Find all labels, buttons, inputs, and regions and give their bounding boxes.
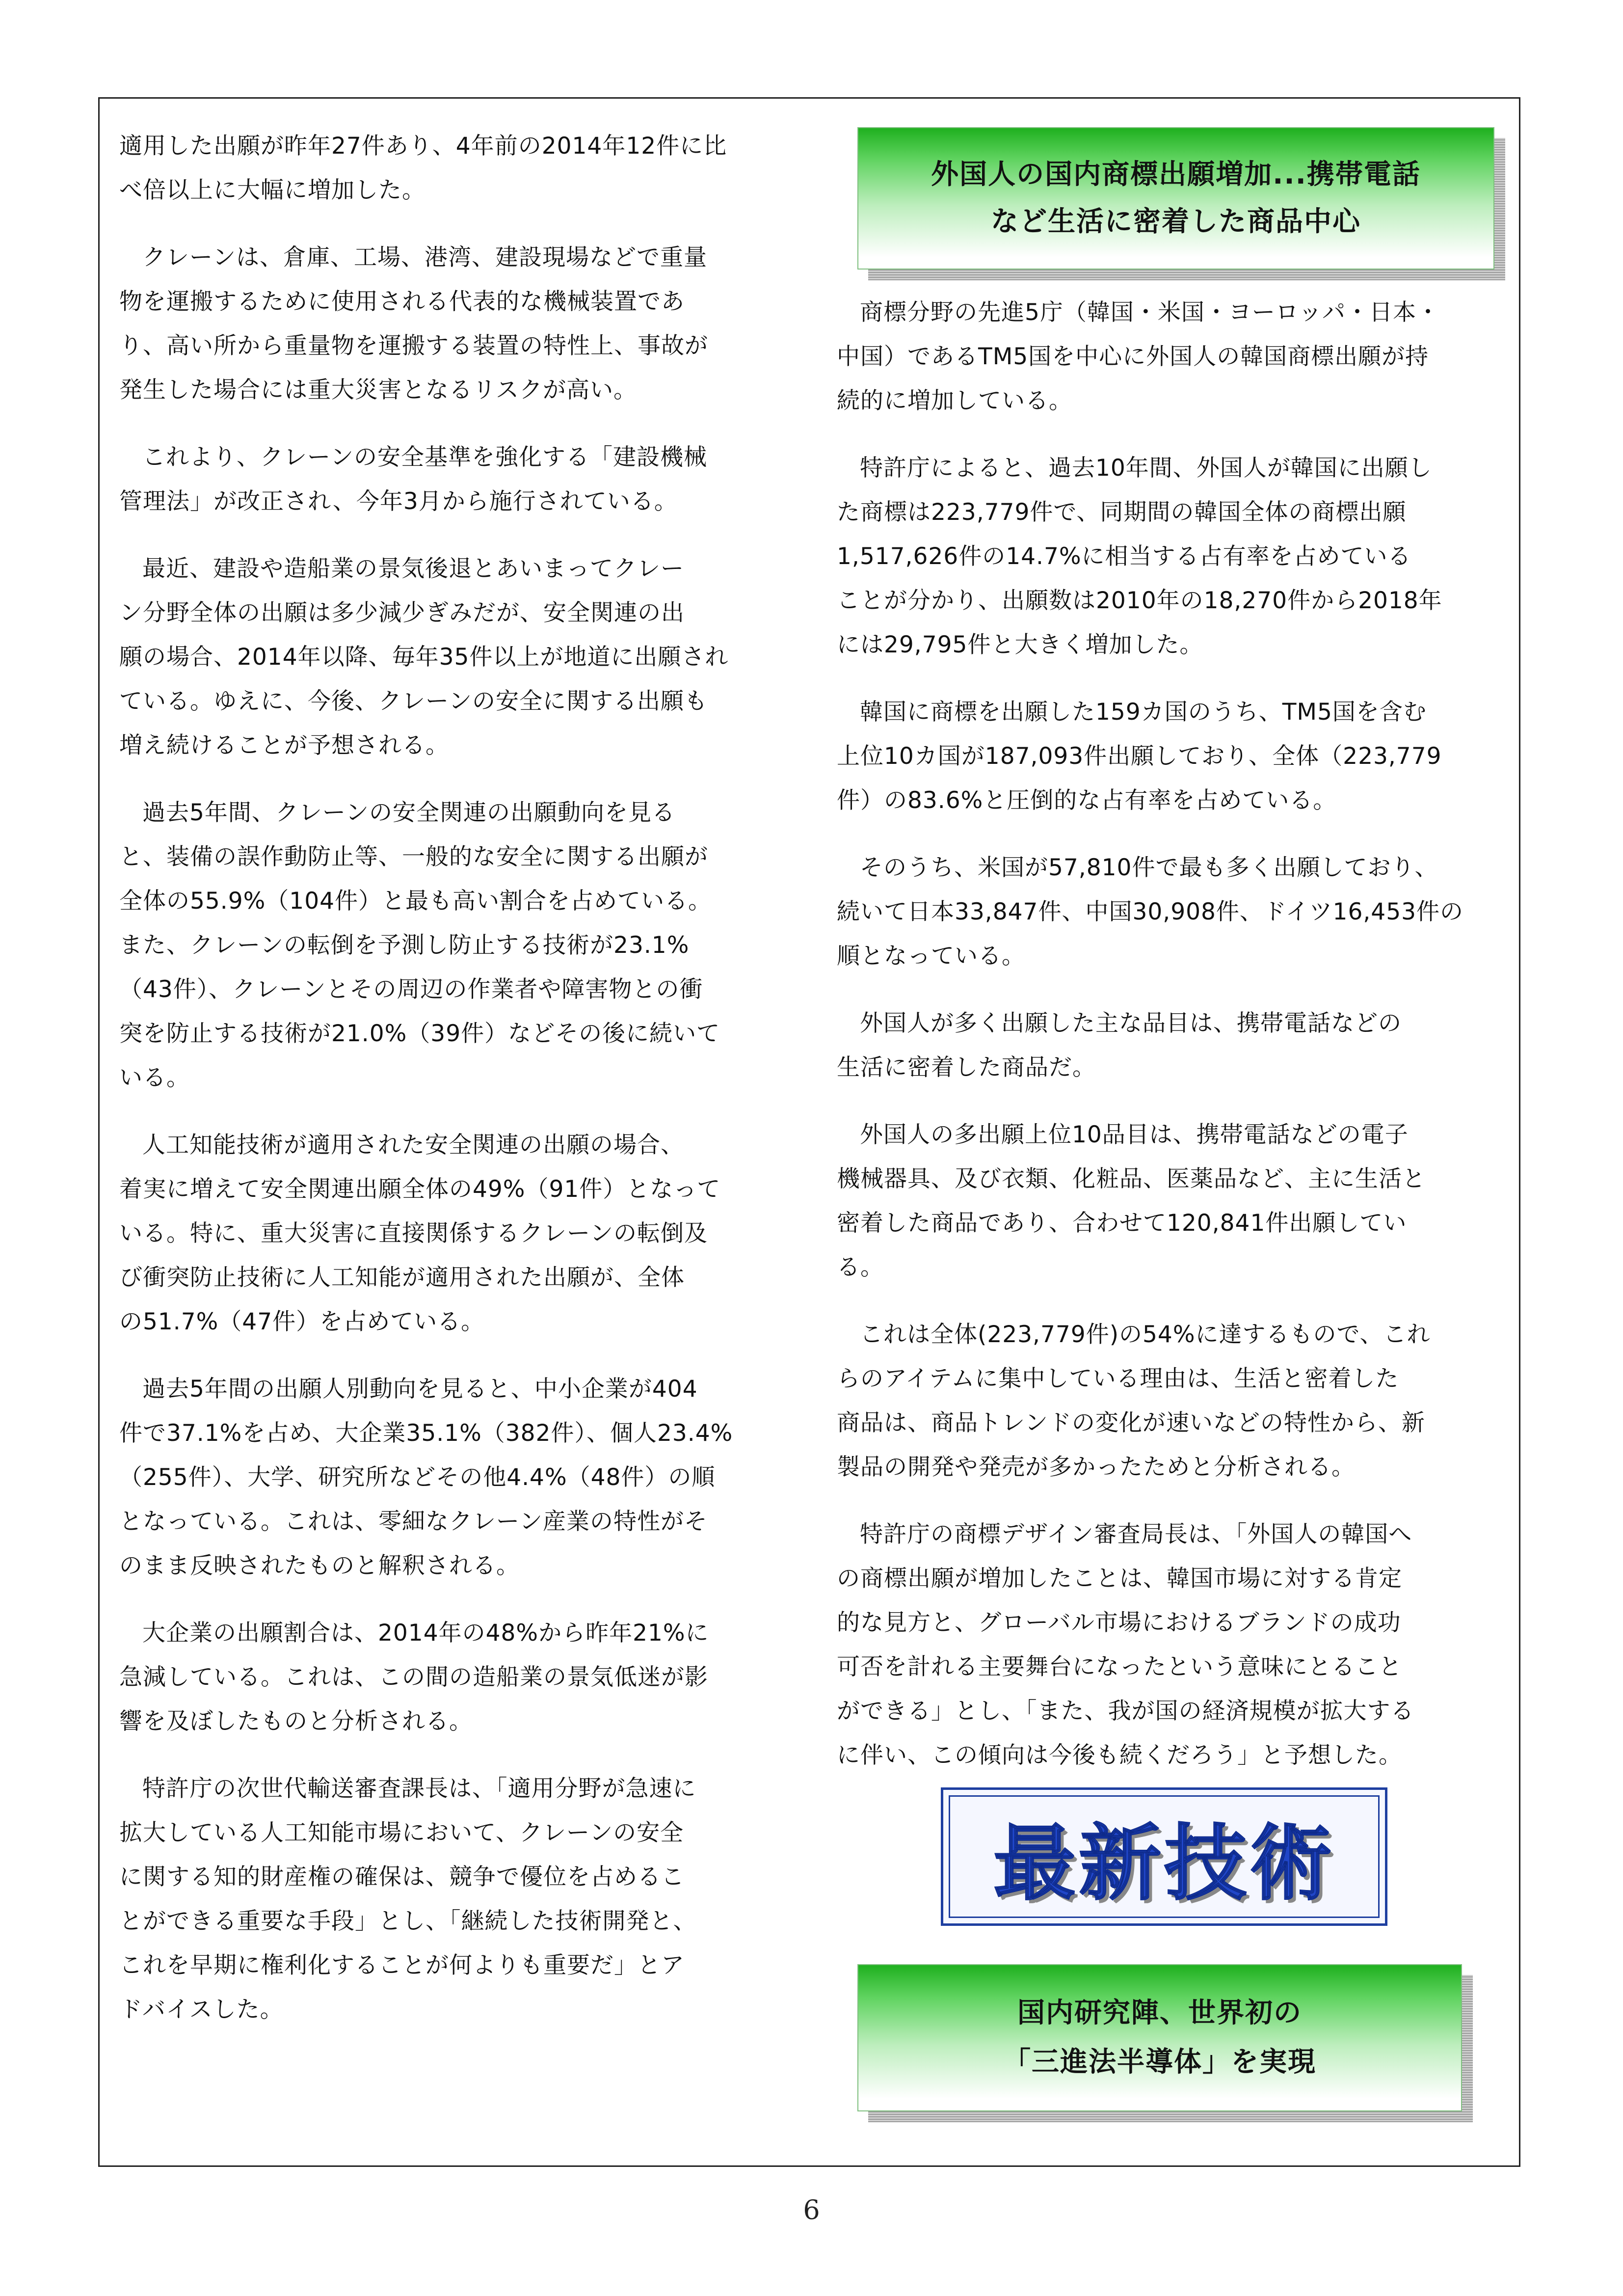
section-logo-text: 最新技術: [993, 1815, 1335, 1912]
sub-headline-box: [857, 1964, 1509, 2126]
section-logo-inner-border: [949, 1795, 1380, 1918]
article-headline-box: [857, 127, 1509, 282]
sub-headline-line-2: 「三進法半導体」を実現: [1003, 2046, 1316, 2078]
article-paragraph: 特許庁の次世代輸送審査課長は、「適用分野が急速に 拡大している人工知能市場において、クレーンの安全 に関する知的財産権の確保は、競争で優位を占めるこ とができる重要な手段」とし、「継続した技術開発と、 これを早期に権利化することが何よりも重要だ」とア ドバイスした。: [119, 1775, 697, 2023]
section-logo: [941, 1787, 1387, 1926]
page-frame: [98, 97, 1520, 2167]
right-column: [837, 124, 1509, 2126]
article-paragraph: 商標分野の先進5庁（韓国・米国・ヨーロッパ・日本・ 中国）であるTM5国を中心に外国人の韓国商標出願が持 続的に増加している。: [837, 299, 1440, 414]
headline-line-2: など生活に密着した商品中心: [991, 206, 1361, 238]
sub-headline-line-1: 国内研究陣、世界初の: [1017, 1997, 1302, 2029]
article-paragraph: 適用した出願が昨年27件あり、4年前の2014年12件に比 べ倍以上に大幅に増加した。: [119, 133, 727, 204]
article-paragraph: そのうち、米国が57,810件で最も多く出願しており、 続いて日本33,847件、中国30,908件、ドイツ16,453件の 順となっている。: [837, 854, 1464, 970]
article-paragraph: 韓国に商標を出願した159カ国のうち、TM5国を含む 上位10カ国が187,093件出願しており、全体（223,779 件）の83.6%と圧倒的な占有率を占めている。: [837, 699, 1442, 814]
article-paragraph: 外国人の多出願上位10品目は、携帯電話などの電子 機械器具、及び衣類、化粧品、医薬品など、主に生活と 密着した商品であり、合わせて120,841件出願してい る。: [837, 1121, 1426, 1281]
headline-line-1: 外国人の国内商標出願増加...携帯電話: [931, 159, 1421, 190]
sub-headline-panel: [857, 1964, 1462, 2111]
article-paragraph: これは全体(223,779件)の54%に達するもので、これ らのアイテムに集中している理由は、生活と密着した 商品は、商品トレンドの変化が速いなどの特性から、新 製品の開発や発売が多かったためと分析される。: [837, 1321, 1431, 1481]
page-number: 6: [803, 2194, 820, 2225]
article-paragraph: 最近、建設や造船業の景気後退とあいまってクレー ン分野全体の出願は多少減少ぎみだが、安全関連の出 願の場合、2014年以降、毎年35件以上が地道に出願され ている。ゆえに、今後、クレーンの安全に関する出願も 増え続けることが予想される。: [119, 555, 729, 759]
article-paragraph: 外国人が多く出願した主な品目は、携帯電話などの 生活に密着した商品だ。: [837, 1010, 1402, 1081]
article-paragraph: 特許庁によると、過去10年間、外国人が韓国に出願し た商標は223,779件で、同期間の韓国全体の商標出願 1,517,626件の14.7%に相当する占有率を占めている ことが分かり、出願数は2010年の18,270件から2018年 には29,795件と大きく増加した。: [837, 455, 1442, 658]
article-paragraph: 過去5年間、クレーンの安全関連の出願動向を見る と、装備の誤作動防止等、一般的な安全に関する出願が 全体の55.9%（104件）と最も高い割合を占めている。 また、クレーンの転倒を予測し防止する技術が23.1% （43件）、クレーンとその周辺の作業者や障害物との衝 突を防止する技術が21.0%（39件）などその後に続いて いる。: [119, 799, 720, 1091]
article-paragraph: 特許庁の商標デザイン審査局長は、「外国人の韓国へ の商標出願が増加したことは、韓国市場に対する肯定 的な見方と、グローバル市場におけるブランドの成功 可否を計れる主要舞台になったという意味にとること ができる」とし、「また、我が国の経済規模が拡大する に伴い、この傾向は今後も続くだろう」と予想した。: [837, 1521, 1414, 1769]
article-paragraph: 過去5年間の出願人別動向を見ると、中小企業が404 件で37.1%を占め、大企業35.1%（382件）、個人23.4% （255件）、大学、研究所などその他4.4%（48件）の順 となっている。これは、零細なクレーン産業の特性がそ のまま反映されたものと解釈される。: [119, 1376, 733, 1579]
article-paragraph: 人工知能技術が適用された安全関連の出願の場合、 着実に増えて安全関連出願全体の49%（91件）となって いる。特に、重大災害に直接関係するクレーンの転倒及 び衝突防止技術に人工知能が適用された出願が、全体 の51.7%（47件）を占めている。: [119, 1132, 721, 1335]
article-paragraph: これより、クレーンの安全基準を強化する「建設機械 管理法」が改正され、今年3月から施行されている。: [119, 444, 708, 515]
left-column: [119, 124, 802, 2055]
article-paragraph: クレーンは、倉庫、工場、港湾、建設現場などで重量 物を運搬するために使用される代表的な機械装置であ り、高い所から重量物を運搬する装置の特性上、事故が 発生した場合には重大災害となるリスクが高い。: [119, 244, 708, 404]
headline-panel: [857, 127, 1494, 270]
article-paragraph: 大企業の出願割合は、2014年の48%から昨年21%に 急減している。これは、この間の造船業の景気低迷が影 響を及ぼしたものと分析される。: [119, 1620, 709, 1735]
